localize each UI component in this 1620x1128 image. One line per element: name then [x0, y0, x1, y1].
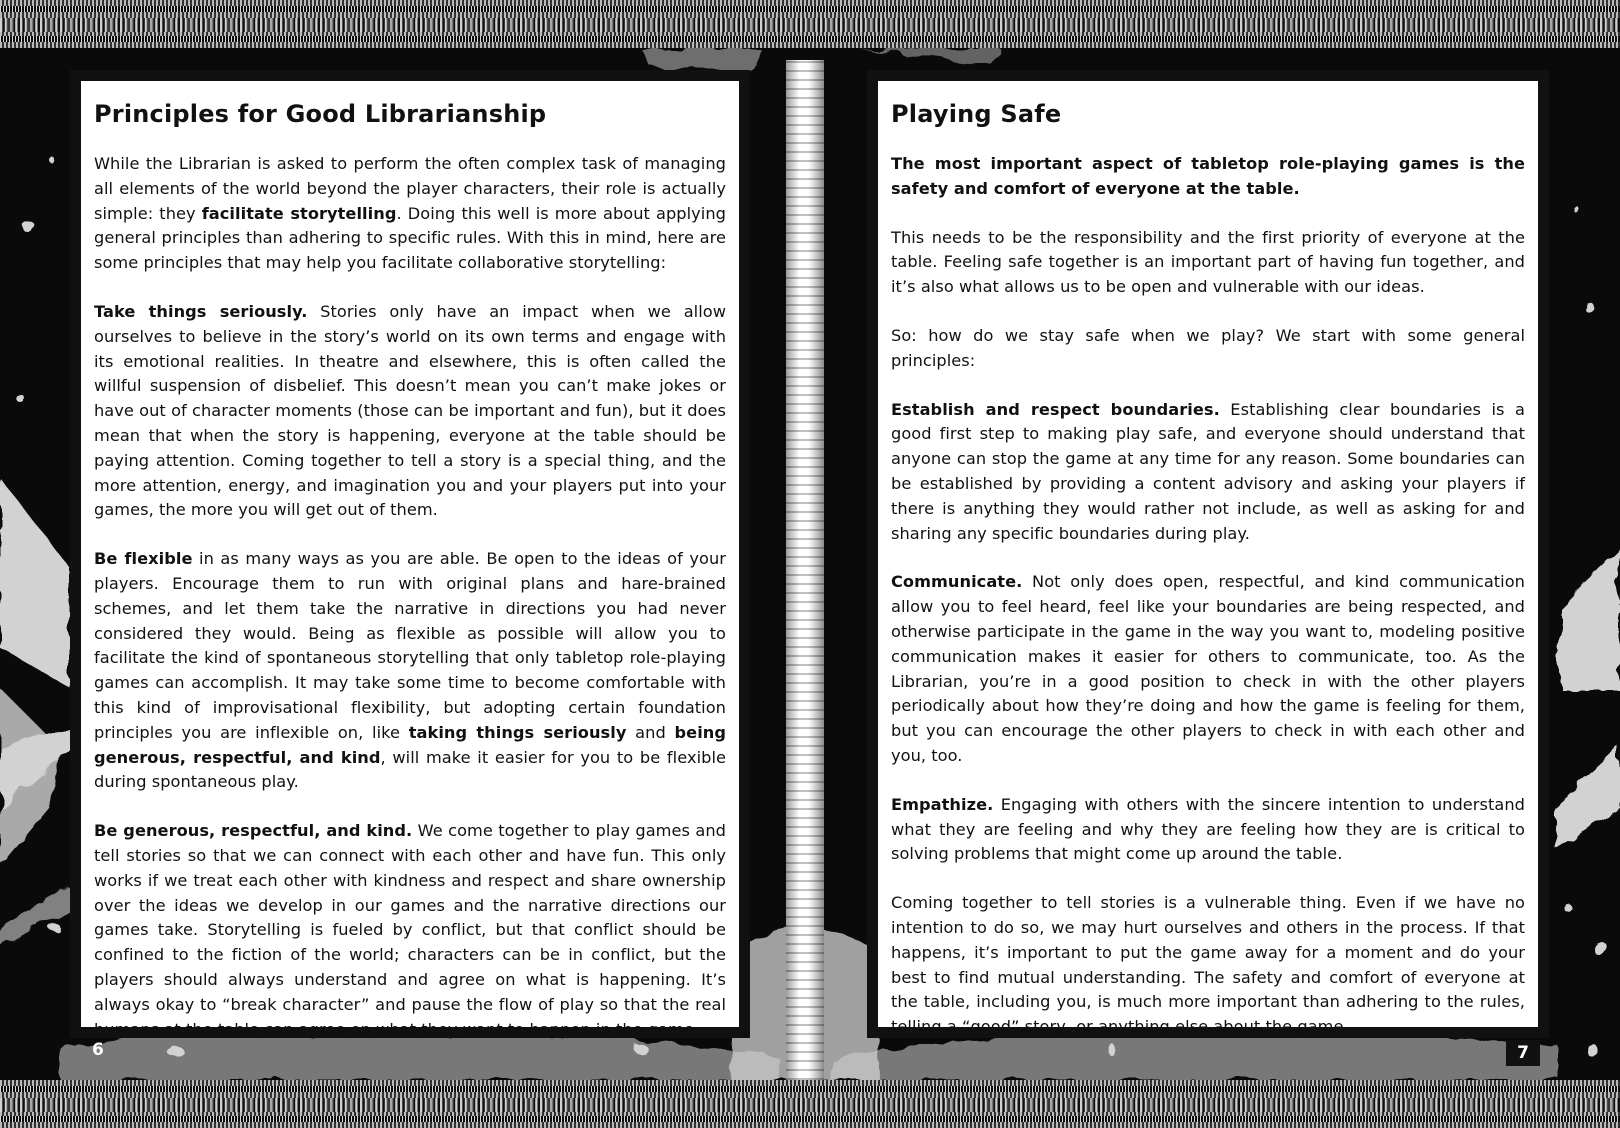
- text-run: We come together to play games and tell stories so that we can connect with each other and have fun. This only works if we treat each other with kindness and respect and share ownership over the ideas we develop in our games and the narrative directions our games take. Storytelling is fueled by conflict, but that conflict should be confined to the fiction of the world; characters can be in conflict, but the players should always understand and agree on what is happening. It’s always okay to “break character” and pause the flow of play so that the real humans at the table can agree on what they want to happen in the game.: [94, 821, 726, 1039]
- right-paragraph-responsibility: This needs to be the responsibility and the first priority of everyone at the table. Feeling safe together is an important part of having fun together, and it’s also what allows us to be open and vulnerable with our ideas.: [891, 227, 1525, 297]
- right-paragraph-closing: Coming together to tell stories is a vulnerable thing. Even if we have no intention to do so, we may hurt ourselves and others in the process. If that happens, it’s important to put the game away for a moment and do your best to find mutual understanding. The safety and comfort of everyone at the table, including you, is much more important than adhering to the rules, telling a “good” story, or anything else about the game.: [891, 893, 1525, 1037]
- bold-run: Empathize.: [891, 794, 994, 814]
- left-paragraph-be-generous: [94, 819, 726, 1042]
- text-run: Not only does open, respectful, and kind communication allow you to feel heard, feel like your boundaries are being respected, and otherwise participate in the game in the way you want to, modeling positive communication makes it easier for others to communicate, too. As the Librarian, you’re in a good position to check in with the other players periodically about how they’re doing and how the game is feeling for them, but you can encourage the other players to check in with each other and you, too.: [891, 572, 1525, 765]
- text-run: . Doing this well is more about applying general principles than adhering to specific rules. With this in mind, here are some principles that may help you facilitate collaborative storytelling:: [94, 203, 726, 273]
- right-page-heading: Playing Safe: [891, 100, 1062, 128]
- left-page: [78, 78, 742, 1039]
- bold-run: The most important aspect of tabletop role-playing games is the safety and comfort of everyone at the table.: [891, 154, 1525, 198]
- bottom-decorative-border: [0, 1080, 1620, 1128]
- right-page: [875, 78, 1541, 1037]
- left-paragraph-intro: [94, 152, 726, 276]
- text-run: and: [626, 722, 675, 742]
- bold-run: Establish and respect boundaries.: [891, 399, 1220, 419]
- text-run: Stories only have an impact when we allow ourselves to believe in the story’s world on its own terms and engage with its emotional realities. In theatre and elsewhere, this is often called the willful suspension of disbelief. This doesn’t mean you can’t make jokes or have out of character moments (those can be important and fun), but it does mean that when the story is happening, everyone at the table should be paying attention. Coming together to tell a story is a special thing, and the more attention, energy, and imagination you and your players put into your games, the more you will get out of them.: [94, 301, 727, 520]
- text-run: Engaging with others with the sincere intention to understand what they are feeling and why they are feeling how they are is critical to solving problems that might come up around the table.: [891, 794, 1525, 864]
- left-paragraph-take-things-seriously: [94, 300, 726, 523]
- page-number-right: 7: [1506, 1040, 1540, 1066]
- right-paragraph-communicate: [891, 570, 1525, 768]
- text-run: While the Librarian is asked to perform the often complex task of managing all elements of the world beyond the player characters, their role is actually simple: they: [94, 154, 726, 223]
- bold-run: Take things seriously.: [94, 301, 308, 321]
- left-page-heading: Principles for Good Librarianship: [94, 100, 547, 128]
- page-number-left: 6: [92, 1040, 104, 1060]
- bold-run: taking things seriously: [408, 722, 627, 742]
- text-run: , will make it easier for you to be flexible during spontaneous play.: [94, 747, 726, 792]
- right-paragraph-boundaries: [891, 398, 1525, 547]
- text-run: Establishing clear boundaries is a good first step to making play safe, and everyone should understand that anyone can stop the game at any time for any reason. Some boundaries can be established by providing a content advisory and asking your players if there is anything they would rather not include, as well as asking for and sharing any specific boundaries during play.: [891, 399, 1525, 543]
- right-page-frame: [867, 70, 1549, 1038]
- right-paragraph-empathize: [891, 793, 1525, 867]
- bold-run: Be generous, respectful, and kind.: [94, 821, 413, 841]
- left-page-frame: [70, 70, 750, 1038]
- top-decorative-border: [0, 0, 1620, 48]
- bold-run: Communicate.: [891, 572, 1023, 592]
- bold-run: facilitate storytelling: [201, 203, 397, 223]
- book-spine: [786, 60, 824, 1080]
- left-paragraph-be-flexible: [94, 547, 726, 795]
- right-paragraph-general-principles: So: how do we stay safe when we play? We start with some general principles:: [891, 325, 1525, 370]
- right-paragraph-lead: [891, 152, 1525, 202]
- bold-run: Be flexible: [94, 549, 193, 569]
- bold-run: being generous, respectful, and kind: [94, 722, 727, 767]
- text-run: in as many ways as you are able. Be open to the ideas of your players. Encourage them to run with original plans and hare-brained schemes, and let them take the narrative in directions you had never considered they would. Being as flexible as possible will allow you to facilitate the kind of spontaneous storytelling that only tabletop role-playing games can accomplish. It may take some time to become comfortable with this kind of improvisational flexibility, but adopting certain foundation principles you are inflexible on, like: [94, 549, 726, 742]
